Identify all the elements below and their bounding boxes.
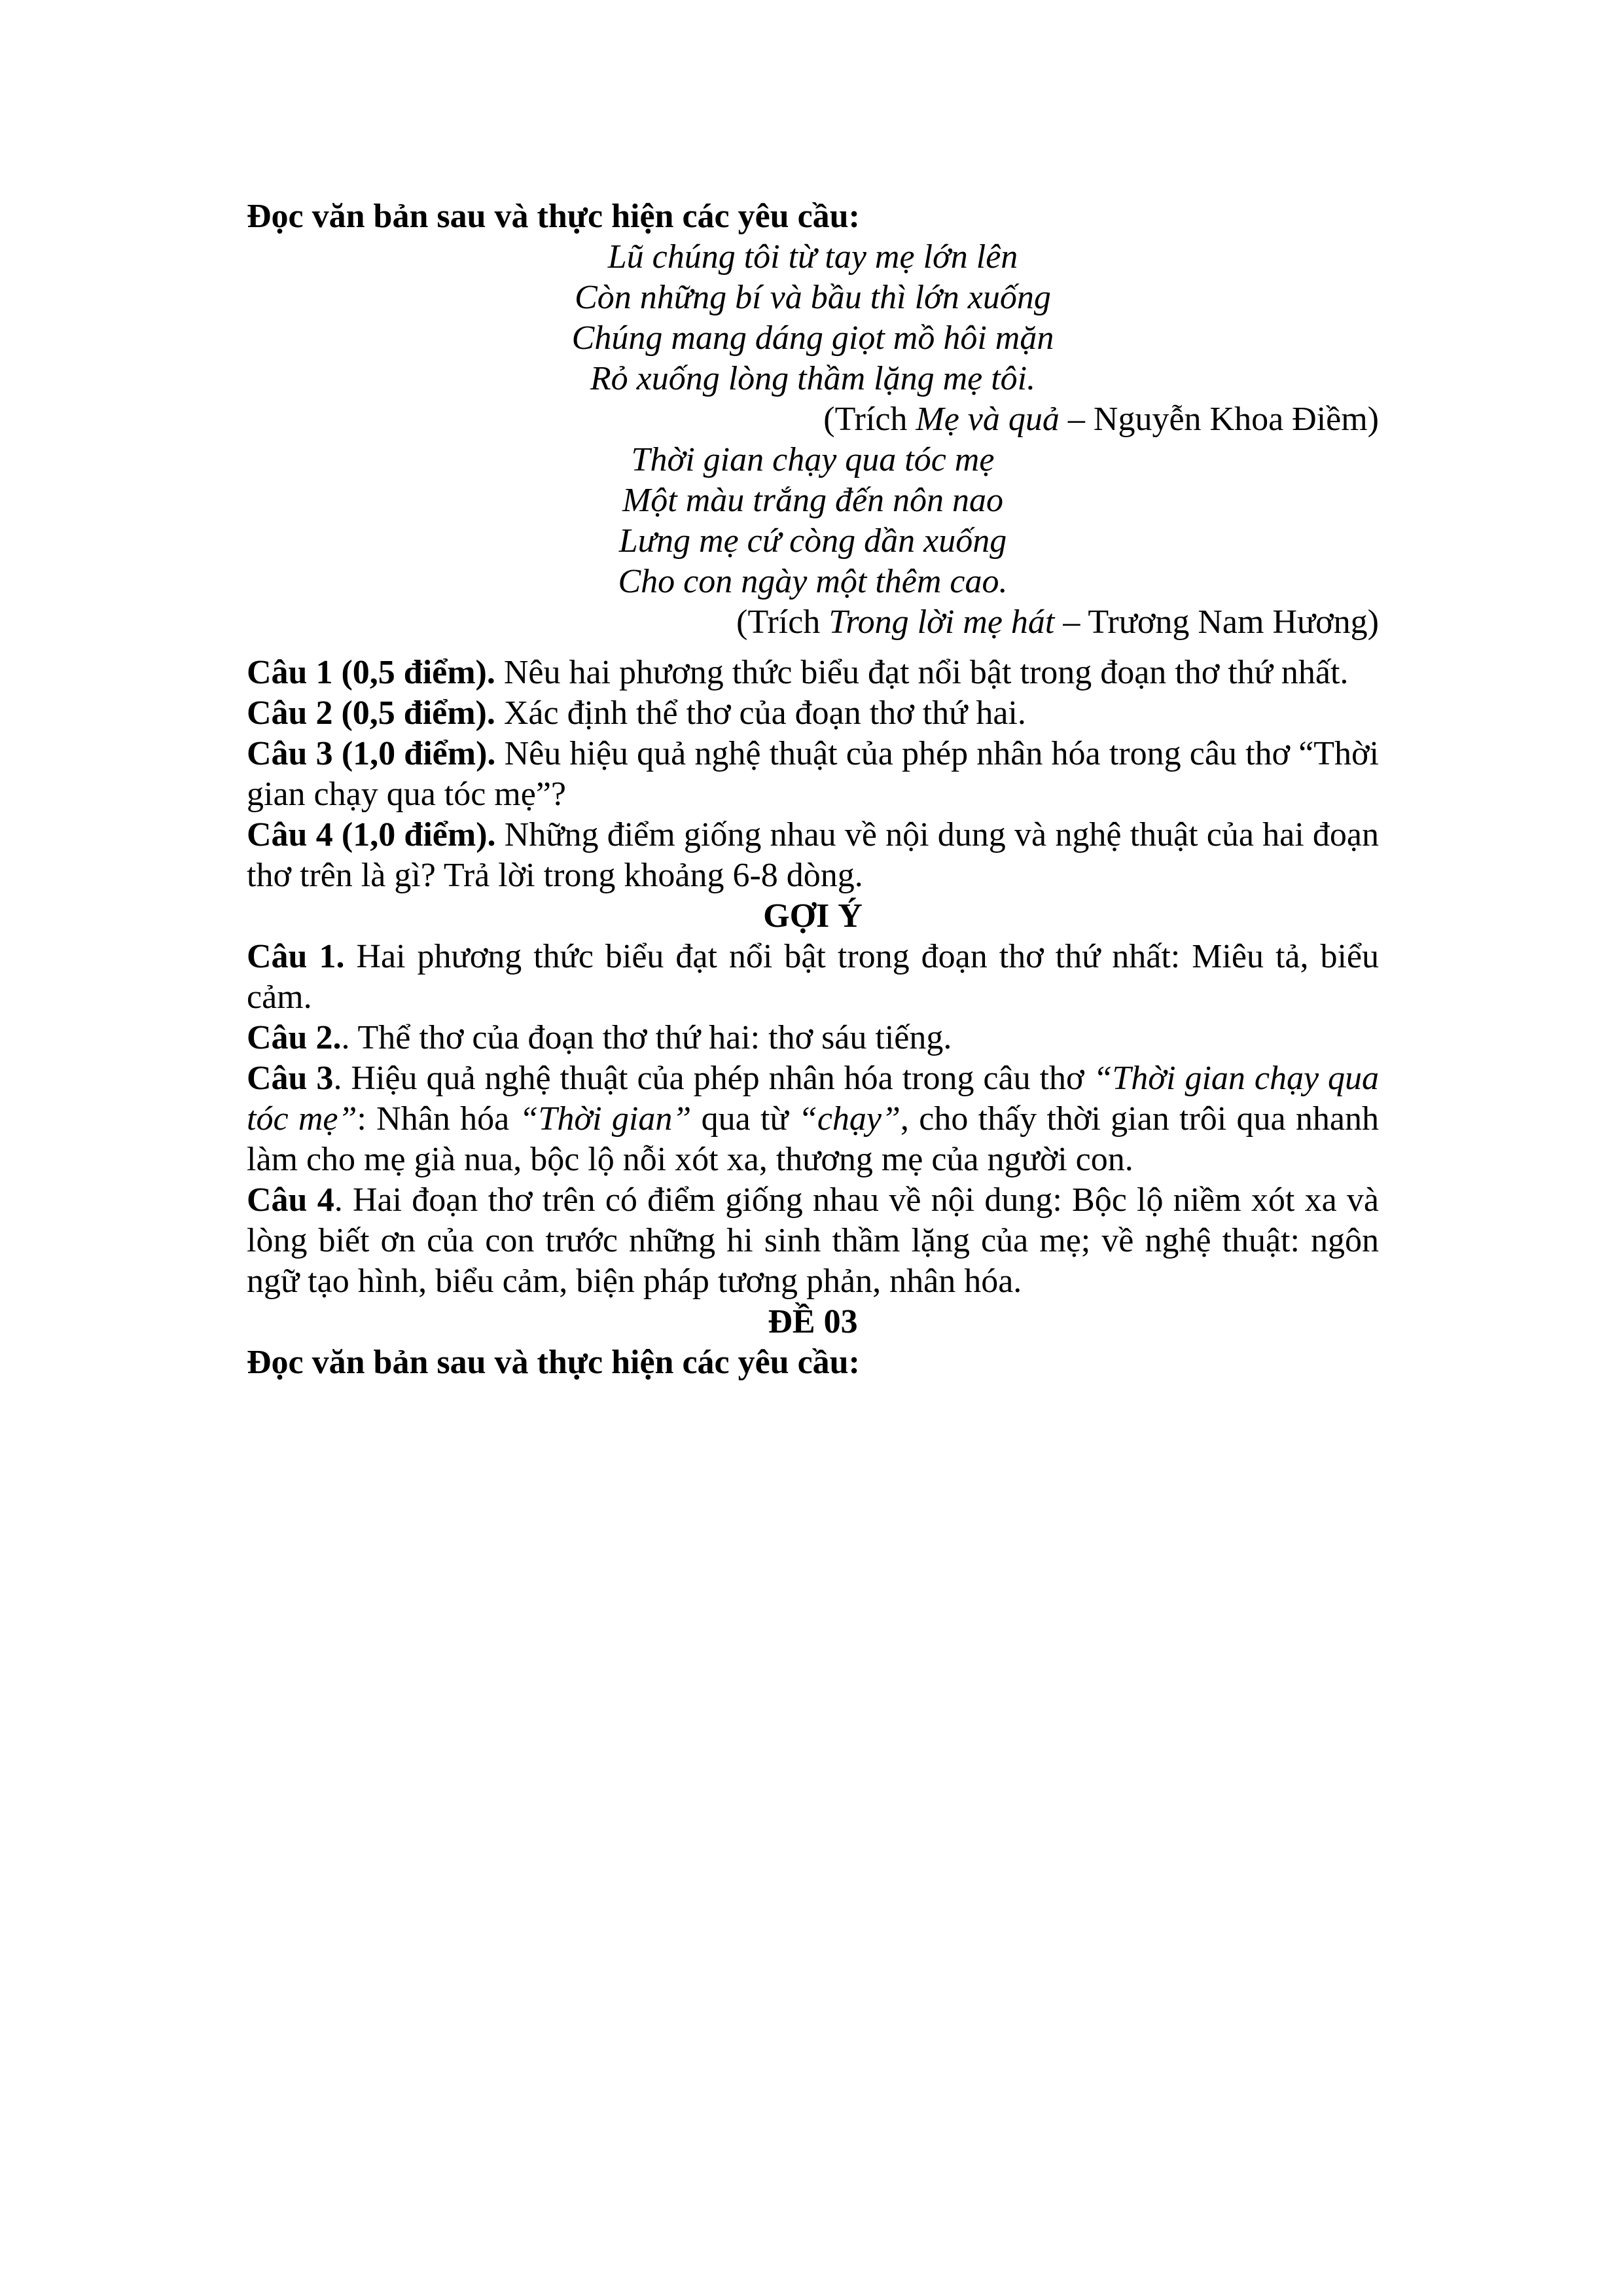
text-run: Câu 1 (0,5 điểm). bbox=[247, 654, 495, 691]
question-1 bbox=[247, 653, 1379, 693]
reading-instruction-de02: Đọc văn bản sau và thực hiện các yêu cầu: bbox=[247, 198, 860, 235]
text-run: Câu 2. bbox=[247, 1019, 342, 1056]
question-3 bbox=[247, 734, 1379, 815]
text-run: “Thời gian chạy qua tóc bbox=[247, 1060, 1379, 1138]
answers-block bbox=[247, 937, 1379, 1302]
question-2 bbox=[247, 693, 1379, 734]
text-run: mẹ” bbox=[298, 1100, 357, 1138]
poem1-line-3: Chúng mang dáng giọt mồ hôi mặn bbox=[571, 319, 1054, 357]
text-run: Trong lời mẹ hát bbox=[829, 603, 1055, 641]
text-run: Xác định thể thơ của đoạn thơ thứ hai. bbox=[495, 694, 1026, 732]
text-run: Câu 4 (1,0 điểm). bbox=[247, 816, 496, 853]
question-4 bbox=[247, 815, 1379, 896]
text-run: : Nhân hóa bbox=[357, 1100, 520, 1138]
answer-4 bbox=[247, 1180, 1379, 1302]
text-run bbox=[289, 1100, 298, 1138]
answer-1 bbox=[247, 937, 1379, 1018]
text-run: Nêu hai phương thức biểu đạt nổi bật trong đoạn thơ thứ nhất. bbox=[495, 654, 1349, 691]
text-run: , cho thấy thời gian trôi qua nhanh làm cho mẹ già nua, bộc lộ nỗi xót xa, thương mẹ của người con. bbox=[247, 1100, 1380, 1178]
poem2-attribution bbox=[247, 602, 1379, 643]
poem2-line-4: Cho con ngày một thêm cao. bbox=[618, 563, 1008, 600]
text-run: Mẹ và quả bbox=[916, 401, 1060, 438]
poem1-attribution bbox=[247, 399, 1379, 440]
poem2-line-1: Thời gian chạy qua tóc mẹ bbox=[631, 441, 995, 478]
text-run: . Thể thơ của đoạn thơ thứ hai: thơ sáu tiếng. bbox=[341, 1019, 952, 1056]
text-run: . Hiệu quả nghệ thuật của phép nhân hóa trong câu thơ bbox=[333, 1060, 1094, 1097]
poem2-line-3: Lưng mẹ cứ còng dần xuống bbox=[618, 522, 1007, 560]
text-run: . Hai đoạn thơ trên có điểm giống nhau về nội dung: Bộc lộ niềm xót xa và lòng biết ơn của con trước những hi sinh thầm lặng của mẹ; về nghệ thuật: ngôn ngữ tạo hình, biểu cảm, biện pháp tương phản, nhân hóa. bbox=[247, 1181, 1379, 1300]
poem1-line-2: Còn những bí và bầu thì lớn xuống bbox=[575, 279, 1051, 316]
text-run: Hai phương thức biểu đạt nổi bật trong đoạn thơ thứ nhất: Miêu tả, biểu cảm. bbox=[247, 938, 1379, 1016]
text-run: Nêu hiệu quả nghệ thuật của phép nhân hóa trong câu thơ “Thời gian chạy qua tóc mẹ”? bbox=[247, 735, 1379, 813]
answer-3 bbox=[247, 1058, 1379, 1180]
text-run: “chạy” bbox=[798, 1100, 901, 1138]
questions-block bbox=[247, 653, 1379, 896]
poem1-line-1: Lũ chúng tôi từ tay mẹ lớn lên bbox=[607, 238, 1018, 276]
text-run: – Trương Nam Hương) bbox=[1054, 603, 1379, 641]
poem1-line-4: Rỏ xuống lòng thầm lặng mẹ tôi. bbox=[590, 360, 1036, 397]
text-run: qua từ bbox=[691, 1100, 798, 1138]
poem2-line-2: Một màu trắng đến nôn nao bbox=[622, 482, 1004, 519]
text-run: Câu 4 bbox=[247, 1181, 334, 1219]
text-run: (Trích bbox=[823, 401, 916, 438]
reading-instruction-de03: Đọc văn bản sau và thực hiện các yêu cầu: bbox=[247, 1344, 860, 1381]
text-run: “Thời gian” bbox=[519, 1100, 692, 1138]
text-run: – Nguyễn Khoa Điềm) bbox=[1059, 401, 1379, 438]
text-run: Câu 1. bbox=[247, 938, 345, 975]
hints-heading: GỢI Ý bbox=[763, 897, 863, 935]
text-run: (Trích bbox=[736, 603, 829, 641]
text-run: Câu 2 (0,5 điểm). bbox=[247, 694, 495, 732]
text-run: Câu 3 bbox=[247, 1060, 334, 1097]
text-run: Những điểm giống nhau về nội dung và nghệ thuật của hai đoạn thơ trên là gì? Trả lời trong khoảng 6-8 dòng. bbox=[247, 816, 1380, 894]
exam-03-heading: ĐỀ 03 bbox=[768, 1303, 858, 1340]
text-run: Câu 3 (1,0 điểm). bbox=[247, 735, 496, 772]
answer-2 bbox=[247, 1018, 1379, 1058]
